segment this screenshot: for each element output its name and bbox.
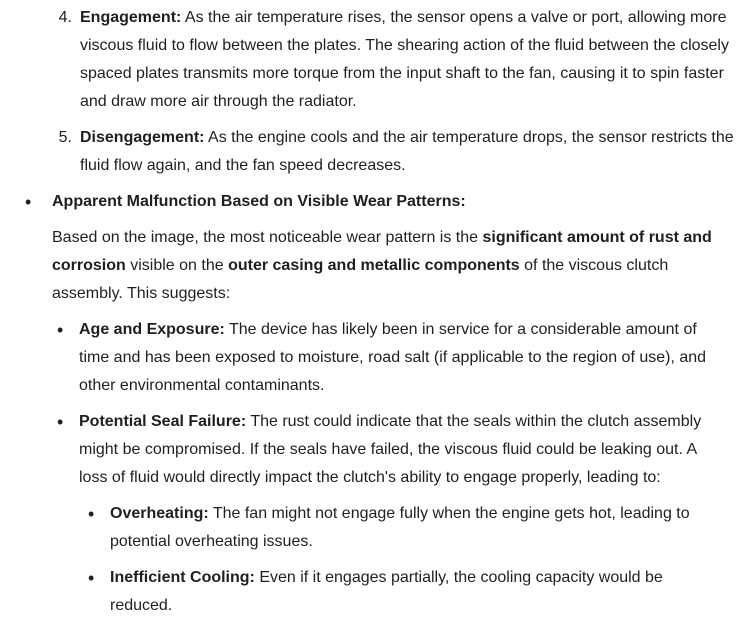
bullet-icon: • [25,192,32,212]
paragraph-text-3: of the viscous clutch assembly. This suggests: [52,257,669,302]
list-item-age-exposure [79,316,729,400]
malfunction-heading: Apparent Malfunction Based on Visible Wear Patterns: [52,193,466,210]
item-text-overheating: The fan might not engage fully when the engine gets hot, leading to potential overheating issues. [110,505,690,550]
bullet-icon: • [57,412,64,432]
bullet-icon: • [88,568,95,588]
paragraph-text-2: visible on the [125,257,229,274]
item-text-age: The device has likely been in service for a considerable amount of time and has been exposed to moisture, road salt (if applicable to the region of use), and other environmental contaminants. [79,321,707,394]
item-title-overheating: Overheating: [110,505,209,522]
item-text-cooling: Even if it engages partially, the cooling capacity would be reduced. [110,569,663,614]
item-text-disengagement: As the engine cools and the air temperature drops, the sensor restricts the fluid flow again, and the fan speed decreases. [80,129,734,174]
item-title-cooling: Inefficient Cooling: [110,569,255,586]
paragraph-bold-1: significant amount of rust and corrosion [52,229,712,274]
item-title-engagement: Engagement: [80,9,182,26]
list-item-seal-failure [79,408,729,492]
paragraph-text-1: Based on the image, the most noticeable wear pattern is the [52,229,483,246]
section-heading-malfunction [52,188,732,216]
item-text-engagement: As the air temperature rises, the sensor opens a valve or port, allowing more viscous fluid to flow between the plates. The shearing action of the fluid between the closely spaced plates transmits more torque from the input shaft to the fan, causing it to spin faster and draw more air through the radiator. [80,9,729,110]
list-number-5: 5. [58,129,72,146]
item-text-seal: The rust could indicate that the seals within the clutch assembly might be compromised. If the seals have failed, the viscous fluid could be leaking out. A loss of fluid would directly impact the clutch's ability to engage properly, leading to: [79,413,702,486]
list-item-overheating [110,500,710,556]
bullet-icon: • [88,504,95,524]
list-number-4: 4. [58,9,72,26]
paragraph-bold-2: outer casing and metallic components [228,257,520,274]
item-title-disengagement: Disengagement: [80,129,205,146]
malfunction-paragraph [52,224,734,308]
list-item-disengagement [80,124,735,180]
item-title-age: Age and Exposure: [79,321,225,338]
list-item-engagement [80,4,735,116]
item-title-seal: Potential Seal Failure: [79,413,247,430]
bullet-icon: • [57,320,64,340]
list-item-inefficient-cooling [110,564,690,620]
